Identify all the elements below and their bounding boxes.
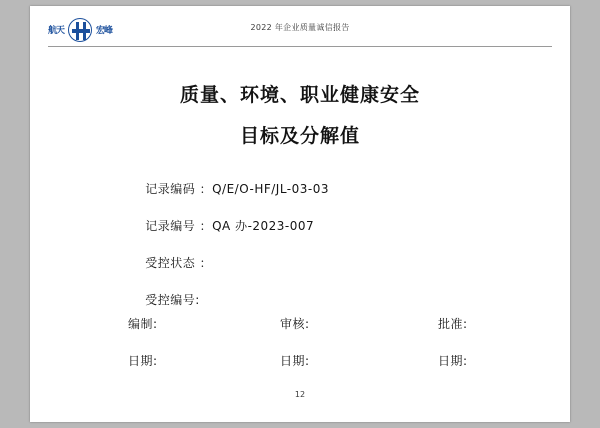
page-title-line-2: 目标及分解值 [239, 125, 360, 147]
field-record-number-value: QA 办-2023-007 [212, 219, 315, 233]
field-record-code-label: 记录编码 ： [145, 182, 213, 196]
signature-label-date-reviewed: 日期: [280, 354, 310, 368]
signature-label-date-approved: 日期: [438, 354, 468, 368]
field-control-status-label: 受控状态 ： [145, 256, 213, 270]
page-title-line-1: 质量、环境、职业健康安全 [179, 84, 420, 106]
document-page [30, 6, 570, 422]
page-number: 12 [294, 390, 306, 399]
signature-label-reviewed-by: 审核: [280, 317, 310, 331]
logo-left-text: 航天 [48, 26, 65, 36]
page-header [30, 6, 570, 52]
signature-label-date-prepared: 日期: [128, 354, 158, 368]
signature-label-approved-by: 批准: [438, 317, 468, 331]
field-record-code-value: Q/E/O-HF/JL-03-03 [212, 182, 329, 196]
signature-label-prepared-by: 编制: [128, 317, 158, 331]
logo-right-text: 宏峰 [96, 26, 113, 36]
field-control-number-label: 受控编号: [145, 293, 200, 307]
header-divider [48, 46, 552, 47]
running-title: 2022 年企业质量诚信报告 [250, 23, 350, 32]
field-record-number-label: 记录编号 ： [145, 219, 213, 233]
